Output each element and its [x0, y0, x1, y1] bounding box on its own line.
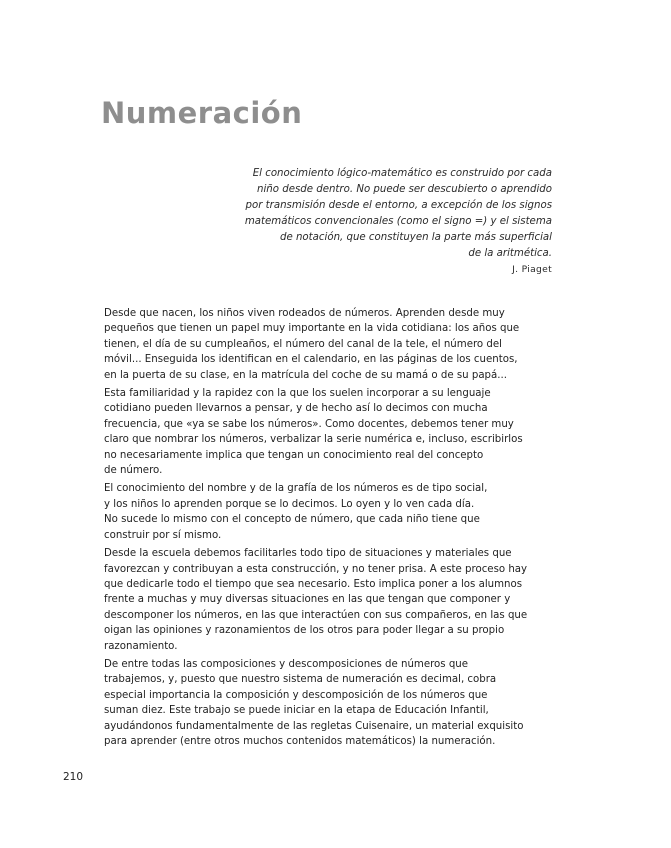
epigraph [215, 166, 552, 276]
text-line: y los niños lo aprenden porque se lo decimos. Lo oyen y lo ven cada día. [104, 498, 475, 510]
text-line: El conocimiento del nombre y de la grafía de los números es de tipo social, [104, 483, 488, 495]
page-number: 210 [63, 771, 84, 783]
epigraph-author: J. Piaget [512, 264, 552, 276]
text-line: Esta familiaridad y la rapidez con la que los suelen incorporar a su lenguaje [104, 388, 491, 400]
epigraph-line: por transmisión desde el entorno, a excepción de los signos [245, 199, 552, 211]
text-line: para aprender (entre otros muchos contenidos matemáticos) la numeración. [104, 735, 496, 747]
text-line: construir por sí mismo. [104, 529, 222, 541]
epigraph-line: El conocimiento lógico-matemático es construido por cada [252, 168, 552, 179]
paragraph [104, 546, 574, 654]
text-line: especial importancia la composición y descomposición de los números que [104, 689, 488, 701]
epigraph-line: de notación, que constituyen la parte más superficial [280, 231, 552, 243]
epigraph-line: niño desde dentro. No puede ser descubierto o aprendido [257, 183, 552, 195]
text-line: que dedicarle todo el tiempo que sea necesario. Esto implica poner a los alumnos [104, 578, 523, 590]
text-line: no necesariamente implica que tengan un conocimiento real del concepto [104, 449, 484, 461]
text-line: Desde la escuela debemos facilitarles todo tipo de situaciones y materiales que [104, 548, 512, 560]
text-line: móvil... Enseguida los identifican en el calendario, en las páginas de los cuentos, [104, 354, 518, 366]
text-line: tienen, el día de su cumpleaños, el número del canal de la tele, el número del [104, 338, 502, 350]
text-line: ayudándonos fundamentalmente de las regletas Cuisenaire, un material exquisito [104, 720, 524, 732]
text-line: frente a muchas y muy diversas situaciones en las que tengan que componer y [104, 594, 511, 606]
paragraph [104, 481, 574, 543]
text-line: No sucede lo mismo con el concepto de número, que cada niño tiene que [104, 514, 480, 526]
text-line: claro que nombrar los números, verbalizar la serie numérica e, incluso, escribirlos [104, 434, 523, 446]
text-line: favorezcan y contribuyan a esta construcción, y no tener prisa. A este proceso hay [104, 563, 528, 575]
epigraph-line: de la aritmética. [468, 247, 552, 259]
text-line: razonamiento. [104, 640, 178, 652]
text-line: descomponer los números, en las que interactúen con sus compañeros, en las que [104, 609, 528, 621]
paragraph [104, 306, 574, 383]
text-line: trabajemos, y, puesto que nuestro sistema de numeración es decimal, cobra [104, 674, 497, 686]
chapter-title: Numeración [101, 96, 303, 130]
text-line: en la puerta de su clase, en la matrícula del coche de su mamá o de su papá... [104, 369, 507, 381]
body-text [104, 306, 574, 752]
text-line: de número. [104, 465, 163, 477]
text-line: Desde que nacen, los niños viven rodeados de números. Aprenden desde muy [104, 308, 505, 319]
epigraph-line: matemáticos convencionales (como el signo =) y el sistema [244, 215, 552, 227]
text-line: De entre todas las composiciones y descomposiciones de números que [104, 658, 469, 670]
paragraph [104, 386, 574, 478]
paragraph [104, 657, 574, 749]
text-line: frecuencia, que «ya se sabe los números». Como docentes, debemos tener muy [104, 418, 514, 430]
text-line: pequeños que tienen un papel muy importante en la vida cotidiana: los años que [104, 323, 520, 335]
text-line: suman diez. Este trabajo se puede iniciar en la etapa de Educación Infantil, [104, 705, 489, 717]
text-line: cotidiano pueden llevarnos a pensar, y de hecho así lo decimos con mucha [104, 403, 488, 415]
text-line: oigan las opiniones y razonamientos de los otros para poder llegar a su propio [104, 625, 505, 637]
